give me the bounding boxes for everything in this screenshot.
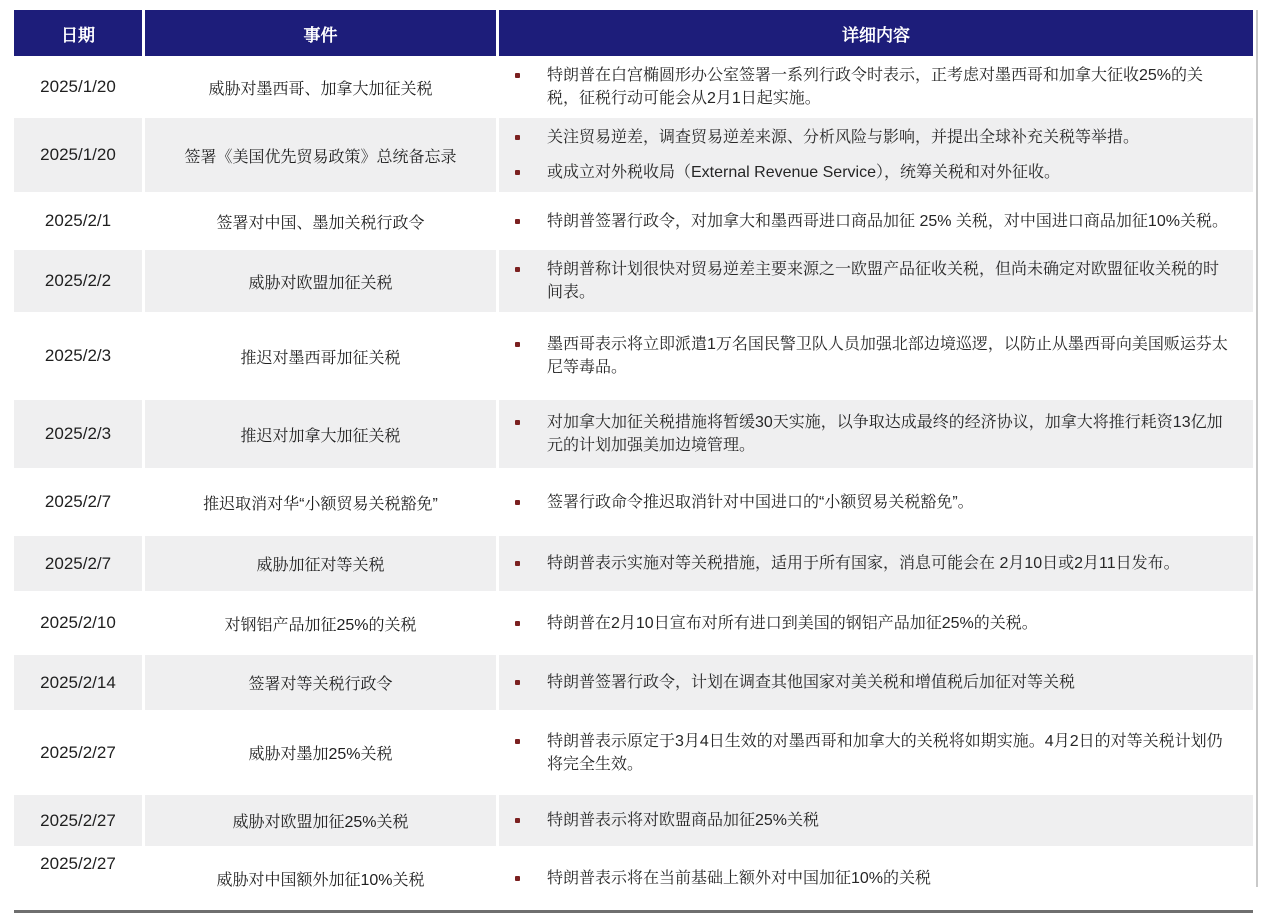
row-details: [499, 655, 1253, 710]
row-event: 签署对等关税行政令: [145, 655, 496, 710]
bullet-icon: [515, 561, 520, 566]
column-header-details: 详细内容: [499, 10, 1253, 56]
row-event: 推迟对墨西哥加征关税: [145, 312, 496, 400]
detail-text: 特朗普签署行政令，计划在调查其他国家对美关税和增值税后加征对等关税: [547, 674, 1076, 691]
bullet-icon: [515, 876, 520, 881]
detail-item: [513, 333, 1229, 379]
row-details: [499, 710, 1253, 795]
row-date: 2025/2/27: [14, 846, 142, 910]
detail-item: [513, 809, 1229, 832]
row-details: [499, 400, 1253, 468]
tariff-events-table: [14, 10, 1253, 913]
row-event: 威胁对欧盟加征25%关税: [145, 795, 496, 846]
detail-item: [513, 730, 1229, 776]
bullet-icon: [515, 420, 520, 425]
bullet-icon: [515, 621, 520, 626]
table-row: [14, 312, 1253, 400]
column-header-event: 事件: [145, 10, 496, 56]
row-event: 威胁对中国额外加征10%关税: [145, 846, 496, 910]
table-row: [14, 192, 1253, 250]
row-event: 推迟对加拿大加征关税: [145, 400, 496, 468]
row-details: [499, 591, 1253, 655]
table-body: [14, 56, 1253, 910]
row-date: 2025/1/20: [14, 118, 142, 192]
page-right-edge-line: [1256, 10, 1258, 887]
row-date: 2025/2/27: [14, 795, 142, 846]
row-date: 2025/2/7: [14, 468, 142, 536]
row-event: 威胁对墨加25%关税: [145, 710, 496, 795]
row-event: 推迟取消对华“小额贸易关税豁免”: [145, 468, 496, 536]
detail-text: 墨西哥表示将立即派遣1万名国民警卫队人员加强北部边境巡逻，以防止从墨西哥向美国贩运芬太尼等毒品。: [547, 336, 1228, 376]
detail-item: [513, 126, 1229, 149]
row-date: 2025/2/3: [14, 312, 142, 400]
table-row: [14, 591, 1253, 655]
bullet-icon: [515, 680, 520, 685]
bullet-icon: [515, 739, 520, 744]
bullet-icon: [515, 219, 520, 224]
row-details: [499, 468, 1253, 536]
detail-text: 特朗普签署行政令，对加拿大和墨西哥进口商品加征 25% 关税，对中国进口商品加征10%关税。: [547, 212, 1228, 230]
detail-item: [513, 612, 1229, 635]
row-details: [499, 250, 1253, 312]
row-date: 2025/2/7: [14, 536, 142, 591]
detail-text: 签署行政命令推迟取消针对中国进口的“小额贸易关税豁免”。: [547, 493, 974, 511]
table-row: [14, 846, 1253, 910]
row-event: 签署《美国优先贸易政策》总统备忘录: [145, 118, 496, 192]
row-event: 签署对中国、墨加关税行政令: [145, 192, 496, 250]
detail-item: [513, 671, 1229, 694]
row-details: [499, 312, 1253, 400]
bullet-icon: [515, 267, 520, 272]
detail-item: [513, 491, 1229, 514]
bullet-icon: [515, 170, 520, 175]
row-event: 对钢铝产品加征25%的关税: [145, 591, 496, 655]
row-details: [499, 118, 1253, 192]
row-date: 2025/2/14: [14, 655, 142, 710]
detail-text: 特朗普在2月10日宣布对所有进口到美国的钢铝产品加征25%的关税。: [547, 614, 1038, 632]
detail-item: [513, 64, 1229, 110]
detail-text: 特朗普表示将在当前基础上额外对中国加征10%的关税: [547, 869, 932, 887]
bullet-icon: [515, 135, 520, 140]
row-date: 2025/1/20: [14, 56, 142, 118]
detail-text: 特朗普表示原定于3月4日生效的对墨西哥和加拿大的关税将如期实施。4月2日的对等关税计划仍将完全生效。: [547, 732, 1223, 773]
detail-text: 特朗普表示将对欧盟商品加征25%关税: [547, 812, 820, 829]
row-details: [499, 795, 1253, 846]
row-details: [499, 536, 1253, 591]
table-row: [14, 400, 1253, 468]
table-row: [14, 655, 1253, 710]
detail-item: [513, 552, 1229, 575]
bullet-icon: [515, 500, 520, 505]
detail-text: 特朗普表示实施对等关税措施，适用于所有国家，消息可能会在 2月10日或2月11日发布。: [547, 555, 1180, 572]
row-event: 威胁加征对等关税: [145, 536, 496, 591]
detail-item: [513, 210, 1229, 233]
bullet-icon: [515, 342, 520, 347]
row-date: 2025/2/2: [14, 250, 142, 312]
row-date: 2025/2/1: [14, 192, 142, 250]
row-details: [499, 56, 1253, 118]
row-details: [499, 846, 1253, 910]
row-date: 2025/2/3: [14, 400, 142, 468]
row-date: 2025/2/10: [14, 591, 142, 655]
table-row: [14, 710, 1253, 795]
detail-text: 关注贸易逆差，调查贸易逆差来源、分析风险与影响，并提出全球补充关税等举措。: [547, 129, 1140, 146]
detail-item: [513, 867, 1229, 890]
detail-text: 特朗普在白宫椭圆形办公室签署一系列行政令时表示，正考虑对墨西哥和加拿大征收25%的关税，征税行动可能会从2月1日起实施。: [547, 67, 1204, 107]
row-date: 2025/2/27: [14, 710, 142, 795]
column-header-date: 日期: [14, 10, 142, 56]
row-event: 威胁对墨西哥、加拿大加征关税: [145, 56, 496, 118]
detail-item: [513, 161, 1229, 184]
bullet-icon: [515, 818, 520, 823]
table-row: [14, 536, 1253, 591]
table-row: [14, 250, 1253, 312]
detail-text: 对加拿大加征关税措施将暂缓30天实施，以争取达成最终的经济协议，加拿大将推行耗资13亿加元的计划加强美加边境管理。: [547, 414, 1223, 454]
table-header: [14, 10, 1253, 56]
row-event: 威胁对欧盟加征关税: [145, 250, 496, 312]
detail-text: 特朗普称计划很快对贸易逆差主要来源之一欧盟产品征收关税，但尚未确定对欧盟征收关税的时间表。: [547, 261, 1220, 301]
detail-item: [513, 411, 1229, 457]
table-row: [14, 118, 1253, 192]
detail-item: [513, 258, 1229, 304]
table-row: [14, 468, 1253, 536]
row-details: [499, 192, 1253, 250]
table-row: [14, 56, 1253, 118]
table-row: [14, 795, 1253, 846]
bullet-icon: [515, 73, 520, 78]
detail-text: 或成立对外税收局（External Revenue Service），统筹关税和对外征收。: [547, 164, 1060, 181]
